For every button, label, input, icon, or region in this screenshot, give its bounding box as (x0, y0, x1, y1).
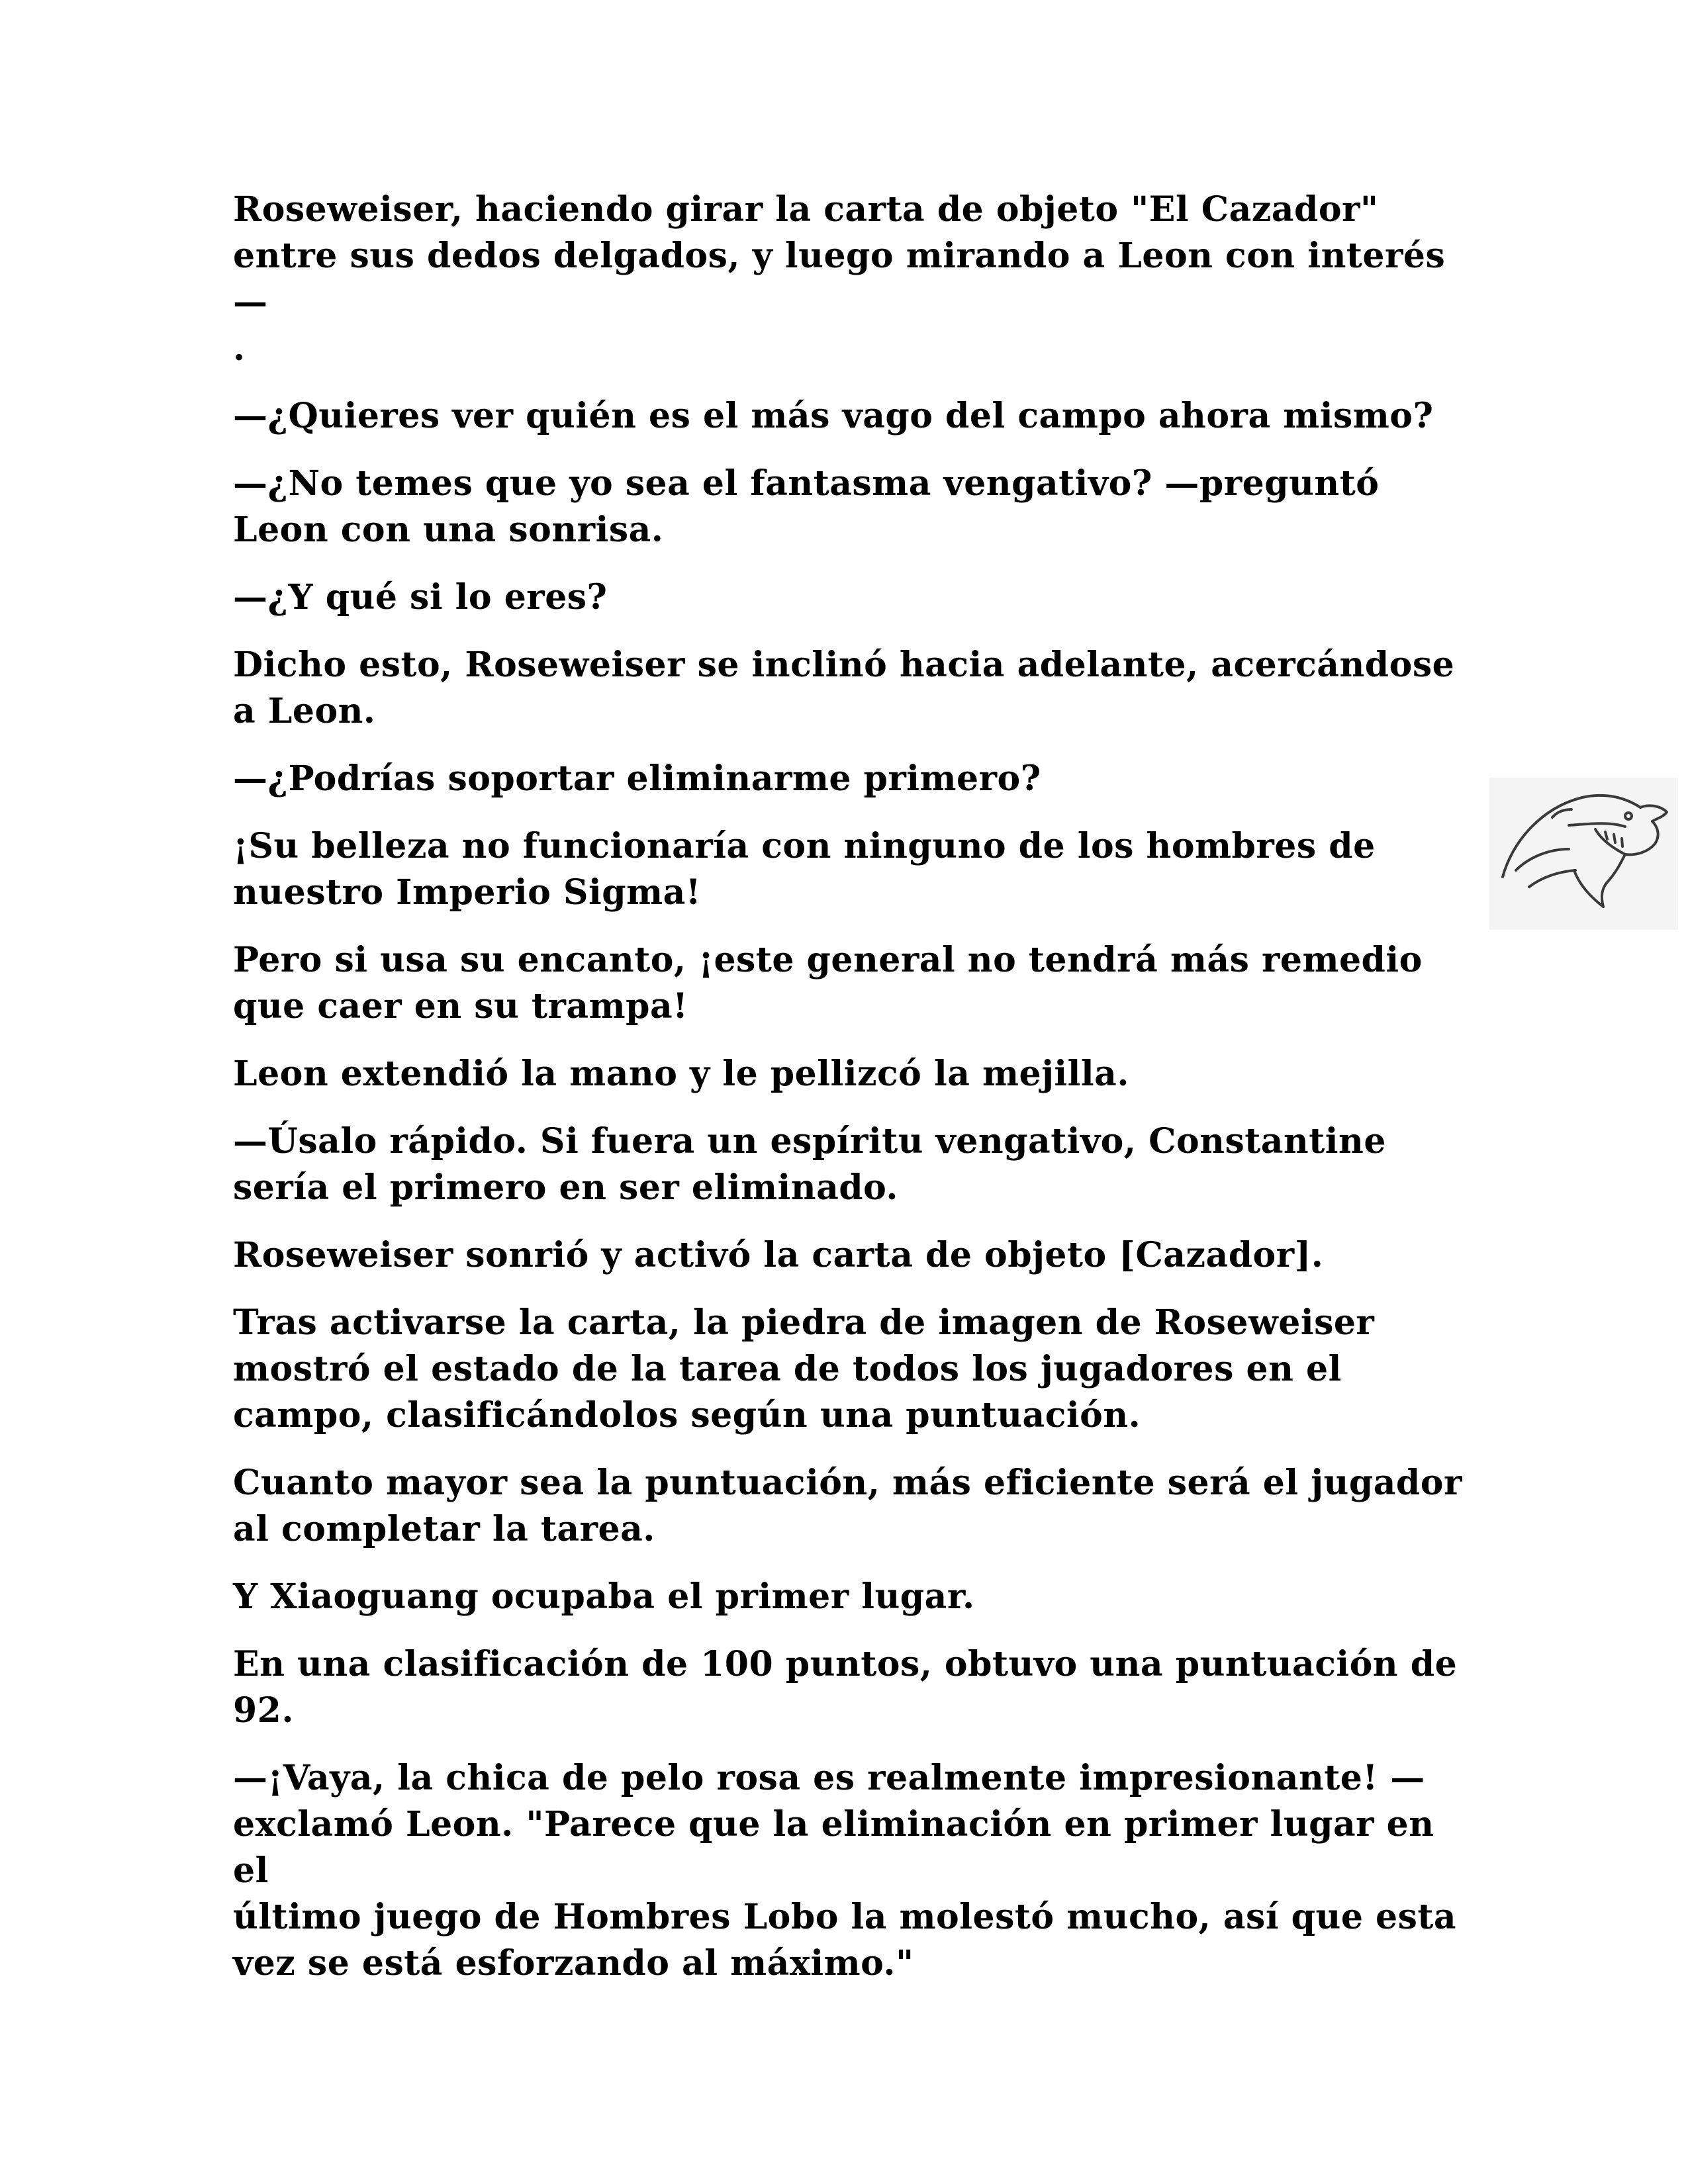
paragraph: —¿Quieres ver quién es el más vago del campo ahora mismo? (233, 396, 1434, 436)
paragraph: —¡Vaya, la chica de pelo rosa es realmente impresionante! — exclamó Leon. "Parece que la eliminación en primer lugar en el último juego de Hombres Lobo la molestó mucho, así que esta vez se está esforzando al máximo." (233, 1758, 1457, 1983)
paragraph: Y Xiaoguang ocupaba el primer lugar. (233, 1576, 975, 1617)
paragraph: ¡Su belleza no funcionaría con ninguno de los hombres de nuestro Imperio Sigma! (233, 826, 1376, 913)
paragraph: —¿Y qué si lo eres? (233, 577, 608, 617)
paragraph: —Úsalo rápido. Si fuera un espíritu vengativo, Constantine sería el primero en ser eliminado. (233, 1121, 1386, 1208)
paragraph: Dicho esto, Roseweiser se inclinó hacia adelante, acercándose a Leon. (233, 645, 1455, 731)
paragraph: —¿Podrías soportar eliminarme primero? (233, 758, 1041, 799)
paragraph: En una clasificación de 100 puntos, obtuvo una puntuación de 92. (233, 1644, 1458, 1731)
paragraph: Leon extendió la mano y le pellizcó la mejilla. (233, 1054, 1129, 1094)
dinosaur-sketch-icon (1489, 778, 1678, 930)
paragraph: Tras activarse la carta, la piedra de imagen de Roseweiser mostró el estado de la tarea de todos los jugadores en el campo, clasificándolos según una puntuación. (233, 1302, 1375, 1435)
paragraph: —¿No temes que yo sea el fantasma vengativo? —preguntó Leon con una sonrisa. (233, 463, 1380, 550)
paragraph: Pero si usa su encanto, ¡este general no tendrá más remedio que caer en su trampa! (233, 940, 1423, 1026)
paragraph: Roseweiser, haciendo girar la carta de objeto "El Cazador" entre sus dedos delgados, y luego mirando a Leon con interés— . (233, 189, 1446, 369)
page-body (233, 187, 1471, 2008)
paragraph: Cuanto mayor sea la puntuación, más eficiente será el jugador al completar la tarea. (233, 1463, 1462, 1549)
paragraph: Roseweiser sonrió y activó la carta de objeto [Cazador]. (233, 1235, 1324, 1275)
